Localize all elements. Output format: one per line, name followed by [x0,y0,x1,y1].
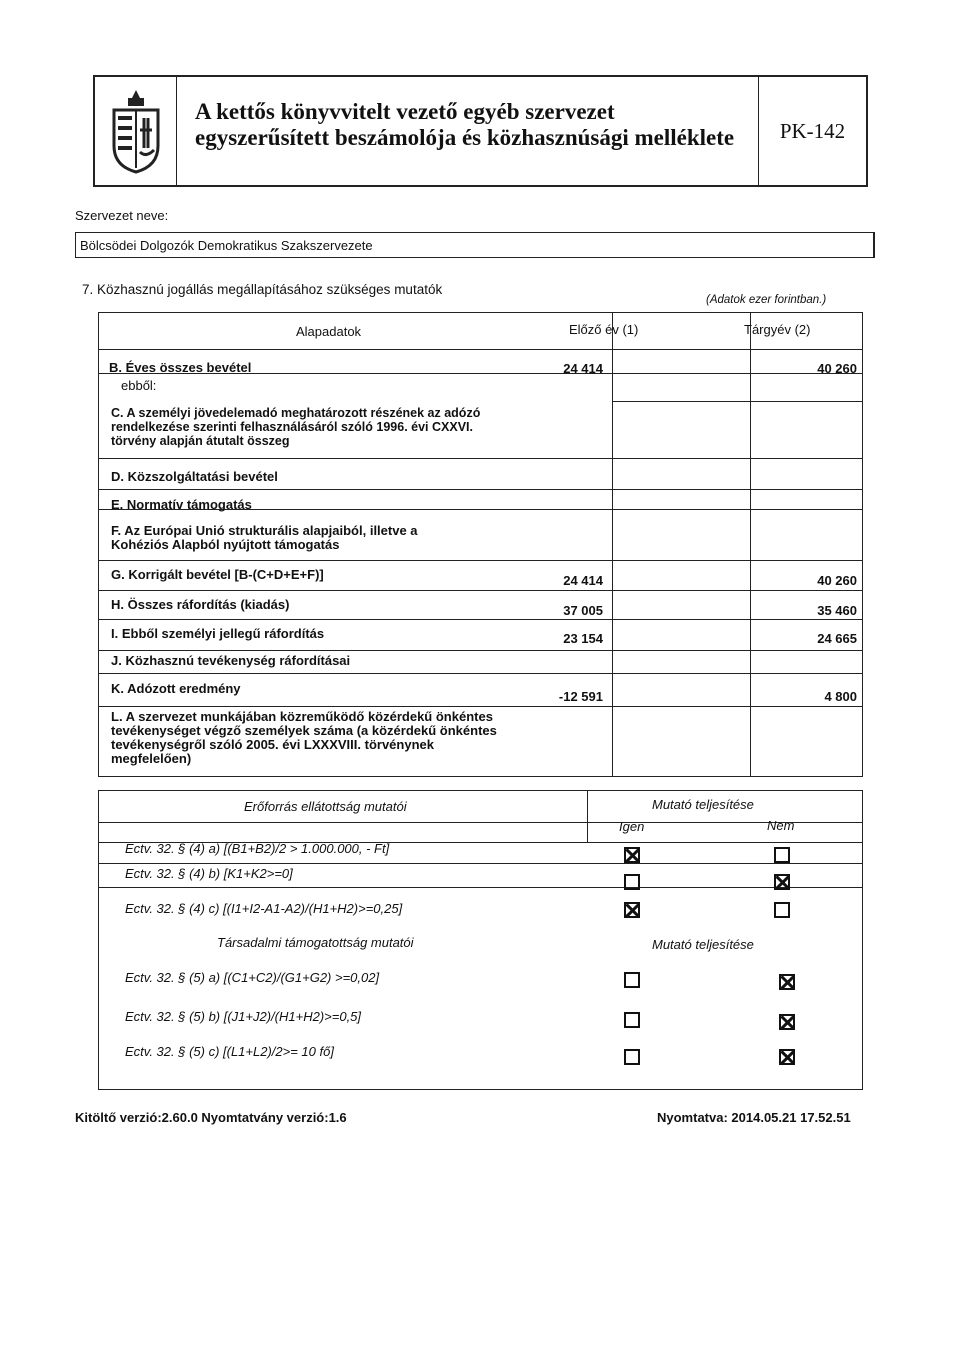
row-h-label: H. Összes ráfordítás (kiadás) [111,597,290,612]
social-row-2-yes-checkbox[interactable] [624,1012,640,1028]
form-title [195,99,734,151]
coat-of-arms-logo [95,77,177,185]
row-h-current: 35 460 [817,603,857,618]
row-divider [99,887,862,888]
row-d-label: D. Közszolgáltatási bevétel [111,469,278,484]
header-prev-year: Előző év (1) [569,322,639,337]
organization-name-field: Bölcsödei Dolgozók Demokratikus Szakszervezete [75,232,875,258]
basic-data-table [98,312,863,777]
row-divider [99,650,862,651]
row-c-label: C. A személyi jövedelemadó meghatározott részének az adózó rendelkezése szerinti felhasználásáról szóló 1996. évi CXXVI. törvény alapján átutalt összeg [111,406,481,448]
title-line-1: A kettős könyvvitelt vezető egyéb szervezet [195,99,615,124]
section-title: 7. Közhasznú jogállás megállapításához szükséges mutatók [82,282,443,297]
row-b-current: 40 260 [817,361,857,376]
row-divider [99,560,862,561]
row-ebbol-label: ebből: [121,378,157,393]
row-divider [99,863,862,864]
row-i-current: 24 665 [817,631,857,646]
col-divider [587,791,588,842]
row-g-label: G. Korrigált bevétel [B-(C+D+E+F)] [111,567,324,582]
row-divider [99,619,862,620]
resource-row-3-label: Ectv. 32. § (4) c) [(I1+I2-A1-A2)/(H1+H2)>=0,25] [125,901,403,916]
social-row-1-no-checkbox[interactable] [779,974,795,990]
resource-row-2-label: Ectv. 32. § (4) b) [K1+K2>=0] [125,866,293,881]
social-row-3-no-checkbox[interactable] [779,1049,795,1065]
header-divider [99,349,862,350]
row-b-label: B. Éves összes bevétel [109,360,252,375]
organization-label: Szervezet neve: [75,208,169,223]
row-divider [99,673,862,674]
row-divider [99,590,862,591]
social-row-2-label: Ectv. 32. § (5) b) [(J1+J2)/(H1+H2)>=0,5] [125,1009,362,1024]
row-k-prev: -12 591 [558,689,603,704]
resource-indicators-title: Erőforrás ellátottság mutatói [244,799,407,814]
row-divider [99,458,862,459]
header-current-year: Tárgyév (2) [744,322,811,337]
fulfillment-header: Mutató teljesítése [652,797,754,812]
row-divider [99,489,862,490]
social-row-2-no-checkbox[interactable] [779,1014,795,1030]
yes-header: Igen [619,819,645,834]
row-divider [99,706,862,707]
row-e-label: E. Normatív támogatás [111,497,252,512]
indicators-table [98,790,863,1090]
social-row-3-label: Ectv. 32. § (5) c) [(L1+L2)/2>= 10 fő] [125,1044,334,1059]
row-divider [99,822,862,823]
social-row-3-yes-checkbox[interactable] [624,1049,640,1065]
resource-row-2-yes-checkbox[interactable] [624,874,640,890]
row-g-current: 40 260 [817,573,857,588]
header-basic: Alapadatok [296,324,362,339]
form-code: PK-142 [758,77,866,185]
row-l-label: L. A szervezet munkájában közreműködő közérdekű önkéntes tevékenységet végző személyek száma (a közérdekű önkéntes tevékenységről szóló 2005. évi LXXXVIII. törvénynek megfelelően) [111,709,497,766]
resource-row-3-yes-checkbox[interactable] [624,902,640,918]
title-line-2: egyszerűsített beszámolója és közhasznúsági melléklete [195,125,735,150]
resource-row-3-no-checkbox[interactable] [774,902,790,918]
print-date: Nyomtatva: 2014.05.21 17.52.51 [657,1110,851,1125]
social-row-1-yes-checkbox[interactable] [624,972,640,988]
social-indicators-title: Társadalmi támogatottság mutatói [217,935,414,950]
no-header: Nem [767,818,795,833]
resource-row-1-no-checkbox[interactable] [774,847,790,863]
resource-row-1-yes-checkbox[interactable] [624,847,640,863]
unit-note: (Adatok ezer forintban.) [706,294,827,306]
row-divider [612,401,862,402]
row-k-current: 4 800 [824,689,857,704]
row-i-prev: 23 154 [563,631,603,646]
row-j-label: J. Közhasznú tevékenység ráfordításai [111,653,351,668]
resource-row-1-label: Ectv. 32. § (4) a) [(B1+B2)/2 > 1.000.000, - Ft] [125,841,390,856]
row-h-prev: 37 005 [563,603,603,618]
row-i-label: I. Ebből személyi jellegű ráfordítás [111,626,325,641]
social-row-1-label: Ectv. 32. § (5) a) [(C1+C2)/(G1+G2) >=0,02] [125,970,380,985]
resource-row-2-no-checkbox[interactable] [774,874,790,890]
row-f-label: F. Az Európai Unió strukturális alapjaiból, illetve a Kohéziós Alapból nyújtott támogatás [111,523,418,552]
version-info: Kitöltő verzió:2.60.0 Nyomtatvány verzió:1.6 [75,1110,347,1125]
social-fulfillment-header: Mutató teljesítése [652,937,754,952]
row-g-prev: 24 414 [563,573,603,588]
row-k-label: K. Adózott eredmény [111,681,241,696]
row-b-prev: 24 414 [563,361,603,376]
form-header [93,75,868,187]
